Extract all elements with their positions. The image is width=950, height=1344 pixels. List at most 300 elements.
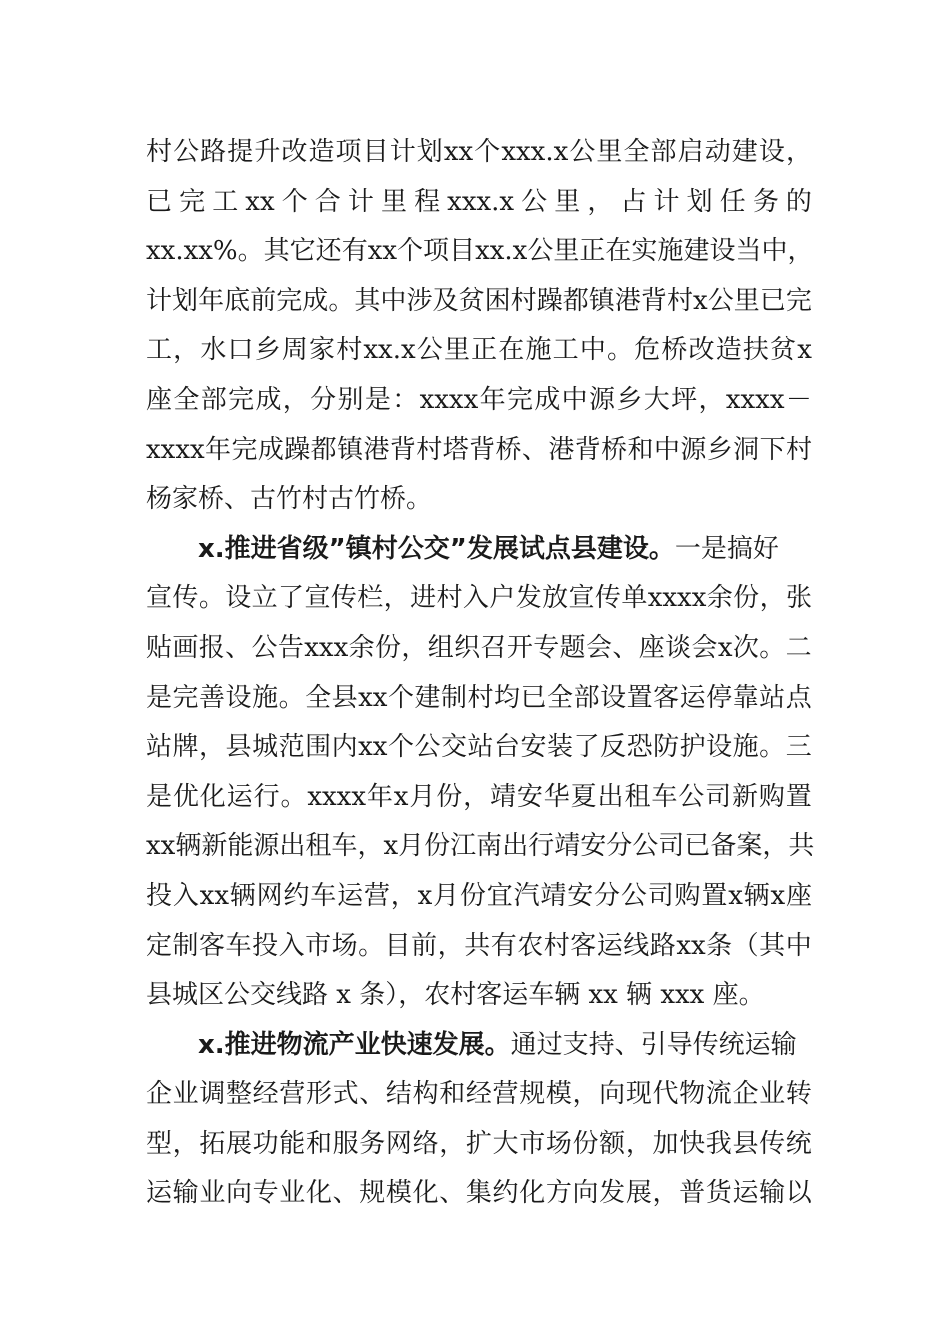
text-glyph: 村	[467, 682, 494, 713]
text-glyph: 它	[289, 236, 316, 267]
text-glyph: 拓	[199, 1128, 226, 1159]
text-glyph: 宣	[304, 583, 331, 614]
text-glyph: 入	[172, 880, 199, 911]
text-glyph: 发	[599, 1178, 626, 1209]
text-glyph: 备	[710, 831, 737, 862]
text-glyph: 年	[198, 285, 225, 316]
text-glyph: 放	[542, 583, 569, 614]
text-glyph: 约	[283, 880, 310, 911]
text-glyph: ，	[762, 831, 789, 862]
text-glyph: 乡	[706, 434, 733, 465]
text-glyph: 业	[199, 1178, 226, 1209]
text-glyph: 其	[354, 285, 381, 316]
text-glyph: 是	[146, 781, 173, 812]
section-heading: x.推进物流产业快速发展。	[198, 1029, 511, 1060]
text-glyph: 部	[200, 384, 227, 415]
text-glyph: 困	[484, 285, 511, 316]
paragraph-line	[146, 227, 812, 277]
text-glyph: 调	[199, 1079, 226, 1110]
text-glyph: 实	[631, 236, 658, 267]
text-glyph: 我	[705, 1128, 732, 1159]
text-glyph: 线	[623, 930, 650, 961]
text-glyph: 年	[479, 384, 506, 415]
text-glyph: 开	[506, 632, 533, 663]
text-glyph: 。	[358, 930, 385, 961]
text-glyph: ，	[785, 137, 812, 167]
text-glyph: xx.xx%	[146, 236, 238, 267]
text-glyph: 计	[653, 186, 680, 217]
text-glyph: 水	[200, 335, 227, 366]
text-glyph: 、	[359, 1079, 386, 1110]
paragraph-line	[146, 971, 812, 1021]
text-glyph: 共	[788, 831, 815, 862]
text-glyph: 大	[492, 1128, 519, 1159]
text-glyph: 站	[146, 732, 173, 763]
text-glyph: 整	[225, 1079, 252, 1110]
text-glyph: xx	[245, 186, 275, 217]
text-glyph: 设	[225, 682, 252, 713]
text-glyph: 别	[337, 384, 364, 415]
text-glyph: 家	[309, 335, 336, 366]
text-glyph: 公	[569, 137, 596, 167]
paragraph-line	[146, 1120, 812, 1170]
text-glyph: 项	[423, 236, 450, 267]
text-glyph: 靠	[732, 682, 759, 713]
text-glyph: 站	[467, 732, 494, 763]
text-glyph: 合	[314, 186, 341, 217]
text-glyph: x	[383, 831, 399, 862]
text-glyph: 设	[600, 682, 627, 713]
text-glyph: 完	[276, 285, 303, 316]
text-glyph: 。	[237, 236, 264, 267]
text-glyph: 题	[559, 632, 586, 663]
text-glyph: 都	[562, 285, 589, 316]
text-glyph: －	[785, 384, 812, 415]
text-glyph: 成	[255, 384, 282, 415]
text-glyph: 。	[198, 583, 225, 614]
text-glyph: 能	[279, 1128, 306, 1159]
text-glyph: 务	[359, 1128, 386, 1159]
text-glyph: 运	[146, 1178, 173, 1209]
text-glyph: 立	[251, 583, 278, 614]
text-glyph: 安	[580, 831, 607, 862]
text-glyph: 程	[414, 186, 441, 217]
text-glyph: ，	[401, 632, 428, 663]
text-glyph: 底	[224, 285, 251, 316]
text-glyph: 方	[545, 1178, 572, 1209]
text-glyph: 设	[706, 732, 733, 763]
text-glyph: 传	[330, 583, 357, 614]
text-glyph: 。	[759, 732, 786, 763]
paragraph-line	[146, 1021, 812, 1071]
text-glyph: 恐	[626, 732, 653, 763]
text-glyph: 经	[465, 1079, 492, 1110]
text-glyph: 企	[732, 1079, 759, 1110]
text-glyph: 的	[785, 186, 812, 217]
text-glyph: 靖	[489, 781, 516, 812]
text-glyph: 年	[205, 434, 232, 465]
text-glyph: 。	[280, 781, 307, 812]
text-glyph: 司	[658, 831, 685, 862]
text-glyph: 坪	[671, 384, 698, 415]
text-glyph: 启	[677, 137, 704, 167]
paragraph-line	[146, 922, 812, 972]
text-glyph: 华	[543, 781, 570, 812]
text-glyph: 其	[263, 236, 290, 267]
text-glyph: 全	[623, 137, 650, 167]
text-glyph: 路	[649, 930, 676, 961]
text-glyph: 点	[785, 682, 812, 713]
text-glyph: 南	[476, 831, 503, 862]
text-glyph: 安	[567, 880, 594, 911]
text-glyph: 在	[605, 236, 632, 267]
text-glyph: 输	[759, 1178, 786, 1209]
text-glyph: ，	[173, 335, 200, 366]
text-glyph: 额	[599, 1128, 626, 1159]
text-glyph: xxxx	[307, 781, 366, 812]
text-glyph: 乡	[616, 384, 643, 415]
text-glyph: 及	[432, 285, 459, 316]
text-glyph: ，	[787, 236, 814, 267]
text-glyph: 公	[620, 880, 647, 911]
text-glyph: 中	[653, 434, 680, 465]
text-glyph: 涉	[406, 285, 433, 316]
text-glyph: 普	[679, 1178, 706, 1209]
text-glyph: 和	[305, 1128, 332, 1159]
text-glyph: 功	[252, 1128, 279, 1159]
text-glyph: xx	[146, 831, 176, 862]
text-glyph: 结	[385, 1079, 412, 1110]
text-glyph: 里	[553, 236, 580, 267]
text-glyph: 专	[252, 1178, 279, 1209]
text-glyph: 里	[554, 186, 581, 217]
text-glyph: 其	[759, 930, 786, 961]
text-glyph: 月	[409, 781, 436, 812]
text-glyph: 传	[759, 1128, 786, 1159]
text-glyph: 现	[625, 1079, 652, 1110]
text-glyph: 江	[450, 831, 477, 862]
text-glyph: 。	[607, 335, 634, 366]
text-glyph: 制	[172, 930, 199, 961]
text-glyph: 划	[172, 285, 199, 316]
text-glyph: 部	[573, 682, 600, 713]
text-glyph: 设	[709, 236, 736, 267]
text-glyph: 代	[652, 1079, 679, 1110]
text-glyph: 报	[198, 632, 225, 663]
text-glyph: 背	[574, 434, 601, 465]
text-glyph: 已	[146, 186, 173, 217]
text-glyph: 塔	[442, 434, 469, 465]
text-glyph: 建	[414, 682, 441, 713]
text-glyph: 分	[594, 880, 621, 911]
text-glyph: 车	[310, 880, 337, 911]
text-glyph: 计	[347, 186, 374, 217]
text-glyph: 公	[251, 632, 278, 663]
text-glyph: 镇	[337, 434, 364, 465]
text-glyph: 公	[527, 236, 554, 267]
text-glyph: 躁	[284, 434, 311, 465]
text-glyph: 内	[331, 732, 358, 763]
text-glyph: 县	[732, 1128, 759, 1159]
text-glyph: 车	[651, 781, 678, 812]
text-glyph: 快	[679, 1128, 706, 1159]
text-glyph: 公	[416, 335, 443, 366]
text-glyph: xxxx	[647, 583, 707, 614]
text-glyph: 动	[704, 137, 731, 167]
text-glyph: 场	[331, 930, 358, 961]
text-glyph: 运	[679, 682, 706, 713]
text-glyph: 租	[624, 781, 651, 812]
text-glyph: 路	[200, 137, 227, 167]
text-glyph: 展	[225, 1128, 252, 1159]
text-glyph: 企	[146, 1079, 173, 1110]
text-glyph: 场	[545, 1128, 572, 1159]
text-glyph: 、	[225, 632, 252, 663]
text-glyph: 市	[519, 1128, 546, 1159]
text-glyph: 组	[427, 632, 454, 663]
text-glyph: x	[728, 880, 743, 911]
text-glyph: 能	[227, 831, 254, 862]
text-glyph: 里	[596, 137, 623, 167]
text-glyph: 前	[250, 285, 277, 316]
text-glyph: 造	[715, 335, 742, 366]
text-glyph: xxxx	[725, 384, 785, 415]
text-glyph: 洞	[733, 434, 760, 465]
text-glyph: 工	[146, 335, 173, 366]
text-glyph: 座	[638, 632, 665, 663]
paragraph-line	[146, 574, 812, 624]
text-glyph: 占	[620, 186, 647, 217]
text-glyph: 务	[752, 186, 779, 217]
text-glyph: ：	[392, 384, 419, 415]
text-glyph: x	[770, 880, 786, 911]
text-glyph: 、	[521, 434, 548, 465]
text-glyph: 入	[462, 583, 489, 614]
text-glyph: 辆	[743, 880, 770, 911]
text-glyph: 目	[384, 930, 411, 961]
text-glyph: 案	[736, 831, 763, 862]
text-glyph: 县	[225, 732, 252, 763]
text-glyph: 源	[253, 831, 280, 862]
text-glyph: 模	[385, 1178, 412, 1209]
text-glyph: 络	[412, 1128, 439, 1159]
text-glyph: ，	[199, 732, 226, 763]
text-glyph: ，	[652, 1178, 679, 1209]
text-glyph: 成	[534, 384, 561, 415]
text-glyph: 座	[146, 384, 173, 415]
text-glyph: 式	[332, 1079, 359, 1110]
text-glyph: 完	[506, 384, 533, 415]
text-glyph: 客	[570, 930, 597, 961]
text-glyph: 改	[688, 335, 715, 366]
text-glyph: 。	[759, 632, 786, 663]
text-glyph: 已	[520, 682, 547, 713]
text-glyph: 桥	[661, 335, 688, 366]
paragraph-line	[146, 426, 812, 476]
text-glyph: 目	[449, 236, 476, 267]
text-glyph: 二	[785, 632, 812, 663]
text-glyph: xx	[367, 236, 398, 267]
text-glyph: 公	[414, 732, 441, 763]
text-glyph: 设	[225, 583, 252, 614]
text-glyph: 定	[146, 930, 173, 961]
text-glyph: 里	[380, 186, 407, 217]
text-glyph: 村	[785, 434, 812, 465]
text-glyph: 了	[573, 732, 600, 763]
text-glyph: 造	[308, 137, 335, 167]
text-glyph: 化	[199, 781, 226, 812]
text-glyph: 中	[761, 236, 788, 267]
text-glyph: 运	[337, 880, 364, 911]
text-glyph: 是	[364, 384, 391, 415]
text-glyph: 座	[785, 880, 812, 911]
text-glyph: 业	[172, 1079, 199, 1110]
text-glyph: 村	[510, 285, 537, 316]
text-glyph: 任	[719, 186, 746, 217]
text-glyph: 贴	[146, 632, 173, 663]
text-glyph: 栏	[357, 583, 384, 614]
document-body	[146, 128, 815, 1219]
text-glyph: 围	[305, 732, 332, 763]
text-glyph: 中	[561, 384, 588, 415]
text-glyph: 服	[332, 1128, 359, 1159]
paragraph-line	[146, 326, 812, 376]
text-glyph: 是	[146, 682, 173, 713]
text-glyph: 口	[227, 335, 254, 366]
text-glyph: 还	[315, 236, 342, 267]
text-glyph: xxx.x	[501, 137, 569, 167]
text-glyph: 防	[653, 732, 680, 763]
text-glyph: xx.x	[363, 335, 416, 366]
text-glyph: 客	[199, 930, 226, 961]
text-glyph: xxxx	[419, 384, 479, 415]
text-glyph: 都	[310, 434, 337, 465]
text-glyph: 建	[731, 137, 758, 167]
text-glyph: ，	[587, 186, 614, 217]
text-glyph: 新	[201, 831, 228, 862]
text-glyph: 完	[231, 434, 258, 465]
text-glyph: xx.x	[475, 236, 528, 267]
text-glyph: 投	[146, 880, 173, 911]
text-glyph: 余	[348, 632, 375, 663]
text-glyph: 车	[331, 831, 358, 862]
text-glyph: 正	[579, 236, 606, 267]
text-glyph: ，	[437, 930, 464, 961]
text-glyph: 个	[397, 236, 424, 267]
text-glyph: 三	[785, 732, 812, 763]
text-glyph: 全	[305, 682, 332, 713]
text-glyph: 桥	[601, 434, 628, 465]
text-glyph: xxx.x	[447, 186, 515, 217]
text-glyph: 有	[341, 236, 368, 267]
text-glyph: 个	[281, 186, 308, 217]
text-glyph: 危	[634, 335, 661, 366]
text-glyph: 施	[525, 335, 552, 366]
text-glyph: 宣	[568, 583, 595, 614]
text-glyph: 中	[785, 930, 812, 961]
text-glyph: 向	[225, 1178, 252, 1209]
text-glyph: 大	[643, 384, 670, 415]
paragraph-line	[146, 773, 812, 823]
text-glyph: 转	[785, 1079, 812, 1110]
text-glyph: 发	[515, 583, 542, 614]
text-glyph: 改	[281, 137, 308, 167]
text-glyph: 行	[253, 781, 280, 812]
text-glyph: x	[692, 285, 708, 316]
text-glyph: 源	[589, 384, 616, 415]
text-glyph: 市	[305, 930, 332, 961]
text-glyph: 提	[227, 137, 254, 167]
text-glyph: 画	[172, 632, 199, 663]
text-glyph: ，	[463, 781, 490, 812]
text-glyph: 夏	[570, 781, 597, 812]
text-glyph: 输	[172, 1178, 199, 1209]
text-glyph: 全	[173, 384, 200, 415]
text-glyph: 加	[652, 1128, 679, 1159]
text-glyph: 年	[366, 781, 393, 812]
text-glyph: 展	[625, 1178, 652, 1209]
text-glyph: 化	[305, 1178, 332, 1209]
text-glyph: 汽	[513, 880, 540, 911]
text-glyph: 统	[785, 1128, 812, 1159]
paragraph-line	[146, 674, 812, 724]
text-glyph: 港	[363, 434, 390, 465]
text-glyph: 租	[305, 831, 332, 862]
text-glyph: 行	[528, 831, 555, 862]
text-glyph: 次	[732, 632, 759, 663]
text-glyph: 约	[492, 1178, 519, 1209]
text-glyph: 月	[398, 831, 425, 862]
text-glyph: 完	[228, 384, 255, 415]
text-glyph: 共	[464, 930, 491, 961]
line-text: 一是搞好	[674, 533, 779, 564]
text-glyph: 置	[701, 880, 728, 911]
text-glyph: 公	[632, 831, 659, 862]
text-glyph: xx	[443, 137, 474, 167]
text-glyph: ，	[282, 384, 309, 415]
text-glyph: 建	[683, 236, 710, 267]
text-glyph: 购	[758, 781, 785, 812]
text-glyph: 。	[278, 682, 305, 713]
text-glyph: 制	[440, 682, 467, 713]
text-glyph: 和	[439, 1079, 466, 1110]
paragraph-line	[146, 624, 812, 674]
text-glyph: 乡	[254, 335, 281, 366]
text-glyph: 入	[278, 930, 305, 961]
text-glyph: 置	[785, 781, 812, 812]
text-glyph: 车	[225, 930, 252, 961]
text-glyph: ，	[625, 1128, 652, 1159]
text-glyph: 升	[254, 137, 281, 167]
text-glyph: 营	[363, 880, 390, 911]
text-glyph: 出	[597, 781, 624, 812]
text-glyph: 份	[424, 831, 451, 862]
text-glyph: 营	[492, 1079, 519, 1110]
text-glyph: 下	[759, 434, 786, 465]
text-glyph: 计	[389, 137, 416, 167]
text-glyph: ，	[572, 1079, 599, 1110]
text-glyph: 月	[433, 880, 460, 911]
text-glyph: 模	[545, 1079, 572, 1110]
text-glyph: 扶	[742, 335, 769, 366]
text-glyph: 背	[469, 434, 496, 465]
paragraph-line	[146, 277, 812, 327]
text-glyph: 施	[657, 236, 684, 267]
text-glyph: 村	[146, 137, 173, 167]
text-glyph: 新	[732, 781, 759, 812]
text-glyph: 化	[412, 1178, 439, 1209]
text-glyph: xx	[358, 732, 388, 763]
